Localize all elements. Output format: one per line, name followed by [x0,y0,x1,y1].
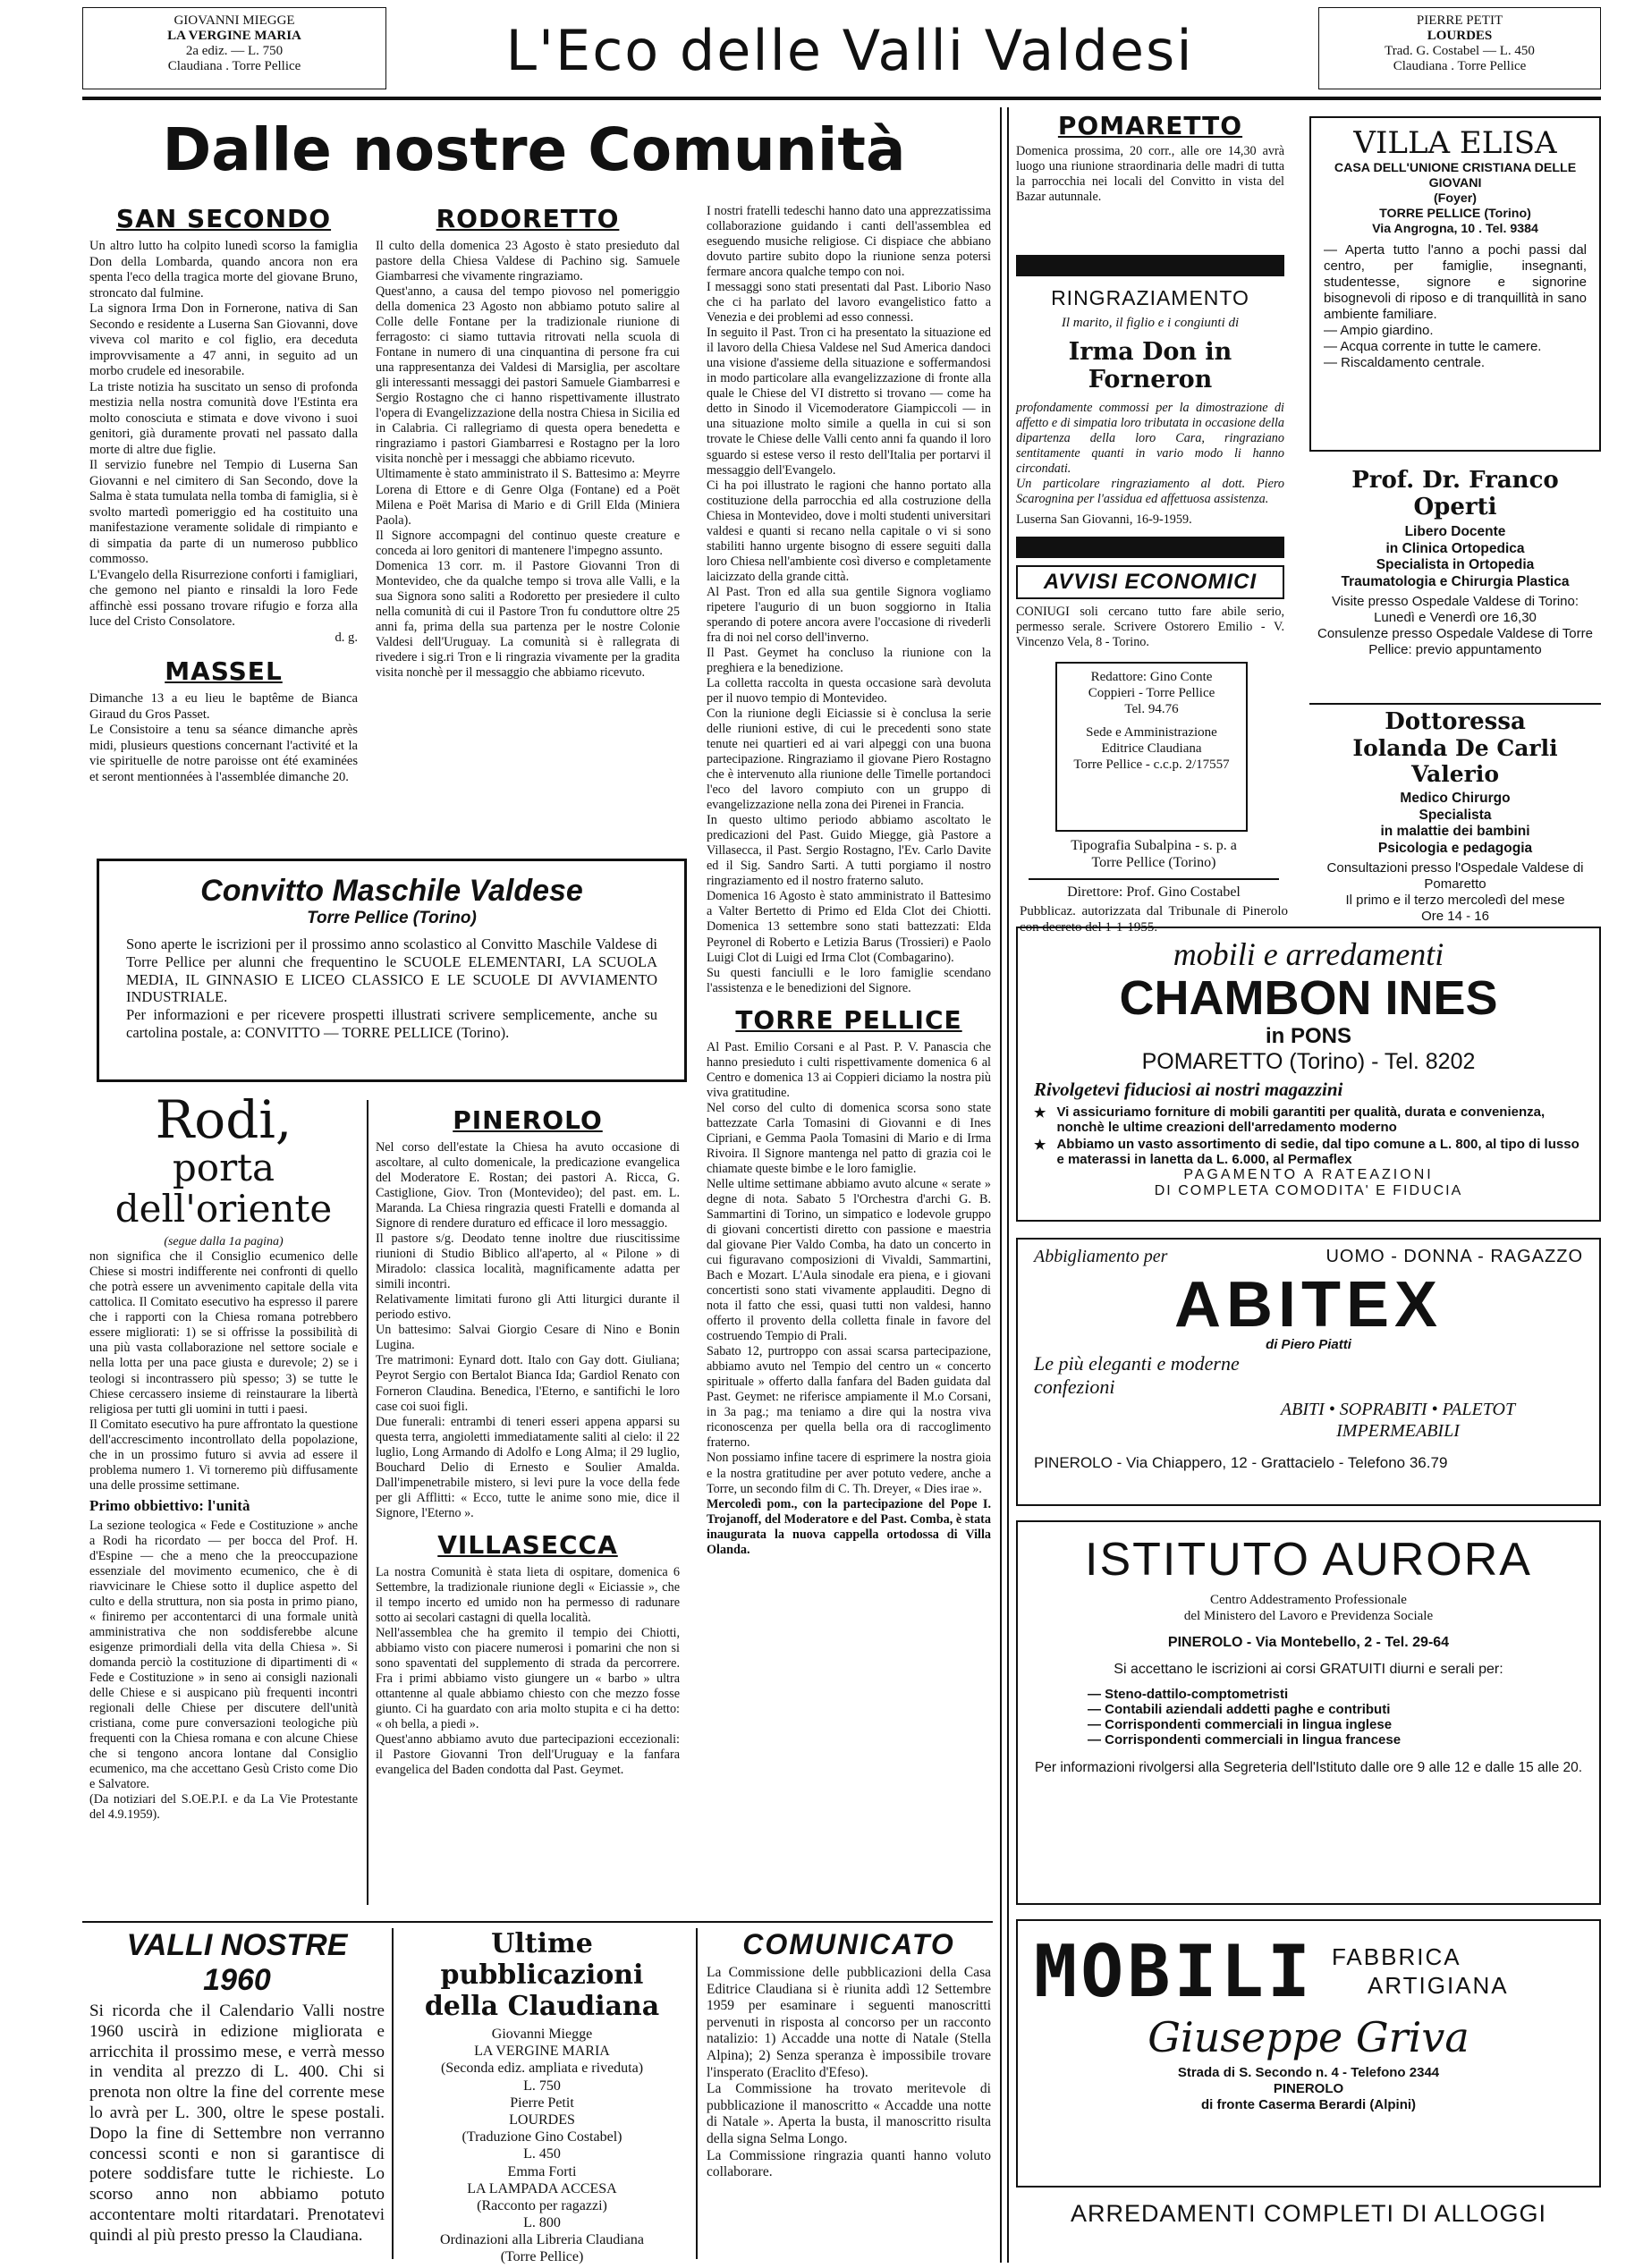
column-2-top [376,204,680,681]
massel-text: Dimanche 13 a eu lieu le baptême de Bianca Giraud du Gros Passet. Le Consistoire a tenu sa séance dimanche après midi, plusieurs questions concernant l'activité et la vie spirituelle de notre paroisse ont été examinées et seront mentionnées à l'assemblée dimanche 20. [89,691,358,784]
chambon-bullet-text: Vi assicuriamo forniture di mobili garantiti per qualità, durata e convenienza, nonchè le ultime creazioni dell'arredamento moderno [1056,1104,1546,1135]
mobili-side [1332,1943,1509,1999]
abitex-name: ABITEX [1173,1269,1444,1341]
ultime-list: Giovanni Miegge LA VERGINE MARIA (Seconda ediz. ampliata e riveduta) L. 750 Pierre Petit LOURDES (Traduzione Gino Costabel) L. 450 Emma Forti LA LAMPADA ACCESA (Racconto per ragazzi) L. 800 Ordinazioni alla Libreria Claudiana (Torre Pellice) [440,2027,644,2265]
convitto-title: Convitto Maschile Valdese [200,874,583,908]
colophon-sede: Sede e Amministrazione Editrice Claudiana Torre Pellice - c.c.p. 2/17557 [1073,725,1230,772]
aurora-course: — Steno-dattilo-comptometristi [1088,1687,1289,1702]
ultime-pubblicazioni [399,1928,685,2266]
aurora-course-text: Contabili aziendali addetti paghe e contributi [1105,1702,1391,1717]
carli-visits: Consultazioni presso l'Ospedale Valdese di Pomaretto Il primo e il terzo mercoledì del mese Ore 14 - 16 [1326,860,1584,925]
heading-torre-pellice: TORRE PELLICE [735,1004,962,1035]
operti-text: Libero Docente in Clinica Ortopedica Specialista in Ortopedia Traumatologia e Chirurgia Plastica [1341,524,1570,589]
chambon-pay-2: DI COMPLETA COMODITA' E FIDUCIA [1154,1182,1463,1198]
mobili-ad [1016,1919,1601,2188]
col3-text: I nostri fratelli tedeschi hanno dato una apprezzatissima collaborazione guidando i canti dell'assemblea ed eseguendo musiche religiose. Ci dispiace che abbiano dovuto partire subito dopo la riunione senza potersi fermare ancora qualche tempo con noi. I messaggi sono stati presentati dal Past. Liborio Naso che ci ha parlato del lavoro evangelistico fatto a Venezia e dei problemi ad esso connessi. In seguito il Past. Tron ci ha presentato la situazione ed il lavoro della Chiesa Valdese nel Sud America dandoci una visione d'assieme della situazione e soffermandosi in modo particolare alla evangelizzazione di fronte alla quale le Chiese del VI distretto si trovano — come ha detto in Sinodo il Vicemoderatore Giampiccoli — in una situazione molto simile a quella in cui si son trovate le Chiese delle Valli cento anni fa quando il loro sguardo si estese verso il resto dell'Italia per portarvi il messaggio dell'Evangelo. Ci ha poi illustrato le ragioni che hanno portato alla costituzione della parrocchia ed alla costruzione della Chiesa in Montevideo, dove i molti studenti universitari valdesi e quanti si recano nella capitale o vi si sono stabiliti hanno urgente bisogno di essere seguiti dalla loro Chiesa nell'ambiente così diverso e completamente laicizzato della grande città. Al Past. Tron ed alla sua gentile Signora vogliamo ripetere l'augurio di un buon soggiorno in Italia sperando di potere ancora avere l'occasione di rivederli fra di noi nel corso dell'inverno. Il Past. Geymet ha concluso la riunione con la preghiera e la benedizione. La colletta raccolta in questa occasione sarà devoluta per il nuovo tempio di Montevideo. Con la riunione degli Eiciassie si è conclusa la serie delle riunioni estive, di cui le precedenti sono state tenute nei quartieri ed ai vari alpeggi con una buona partecipazione. Ringraziamo il giovane Piero Rostagno che è intervenuto alla riunione delle Timelle portandoci l'eco del lavoro compiuto con un gruppo di evangelizzazione nella zona dei Pirenei in Francia. In questo ultimo periodo abbiamo ascoltato le predicazioni del Past. Guido Miegge, già Pastore a Villasecca, il Past. Sergio Rostagno, l'Ev. Carlo Davite ed il Sig. Sandro Sarti. A tutti porgiamo il nostro ringraziamento ed il nostro fraterno saluto. Domenica 16 Agosto è stato amministrato il Battesimo a Valter Bertetto di Primo ed Elda Clot dei Chiotti. Domenica 13 settembre sono stati battezzati: Elda Peyronel di Roberto e Letizia Barus (Trossieri) e Paolo Luigi Clot di Luigi ed Irma Clot (Combagarino). Su questi fanciulli e le loro famiglie scendano l'assistenza e le benedizioni del Signore. [707,204,991,995]
rodoretto-text: Il culto della domenica 23 Agosto è stato presieduto dal pastore della Chiesa Valdese di Pachino sig. Samuele Giambarresi che vivamente ringraziamo. Quest'anno, a causa del tempo piovoso nel pomeriggio della domenica 23 Agosto non abbiamo potuto salire al Colle delle Fontane per la tradizionale riunione di ferragosto: ci siamo tuttavia ritrovati nella scuola di Fontane in numero di una cinquantina di persone fra cui una rappresentanza dei Valdesi di Marsiglia, per ascoltare gli interessanti messaggi dei pastori Samuele Giambarresi e Sergio Rostagno che ci hanno rispettivamente illustrato l'opera di Evangelizzazione della nostra Chiesa in Sicilia ed in Calabria. Ci rallegriamo di questa opera benedetta e ringraziamo i pastori Giambarresi e Rostagno per la loro visita nonchè per i messaggi che abbiamo ricevuto. Ultimamente è stato amministrato il S. Battesimo a: Meyrre Lorena di Ettore e di Genre Olga (Fontane) ed a Poët Milena e Poët Marisa di Mario e di Grill Elda (Miniera Paola). Il Signore accompagni del continuo queste creature e conceda ai loro genitori di mantenere l'impegno assunto. Domenica 13 corr. m. il Pastore Giovanni Tron di Montevideo, che da qualche tempo si trova alle Valli, e la sua Signora sono saliti a Rodoretto per presiedere il culto nella comunità di cui il Pastore Tron fu conduttore oltre 25 anni fa, prima della sua partenza per le nostre Colonie Valdesi dell'Uruguay. La comunità si è rallegrata di rivedere i sig.ri Tron e li ringrazia vivamente per la gradita visita nonchè per il messaggio che abbiamo ricevuto. [376,239,680,680]
operti-visits: Visite presso Ospedale Valdese di Torino: Lunedì e Venerdì ore 16,30 Consulenze presso Ospedale Valdese di Torre Pellice: previo appuntamento [1317,594,1593,658]
villa-elisa-item: — Acqua corrente in tutte le camere. [1324,339,1542,355]
heading-pomaretto: POMARETTO [1057,111,1243,140]
villa-elisa-item-text: Acqua corrente in tutte le camere. [1340,339,1542,355]
abitex-line-label: Abbigliamento per [1034,1247,1168,1266]
colophon-tipografia: Tipografia Subalpina - s. p. a Torre Pellice (Torino) [1071,838,1237,871]
column-3 [707,204,991,1558]
avvisi-title: AVVISI ECONOMICI [1043,570,1258,594]
pinerolo-text: Nel corso dell'estate la Chiesa ha avuto occasione di ascoltare, al culto domenicale, la predicazione evangelica del Moderatore E. Rostan; dei pastori A. Ricca, G. Castiglione, Giov. Tron (Montevideo); del past. em. L. Maranda. La Chiesa ringrazia questi Fratelli e domanda al Signore di rendere duraturo ed efficace il loro messaggio. Il pastore s/g. Deodato tenne inoltre due riuscitissime riunioni di Studio Biblico all'aperto, al « Pilone » di Miradolo: classica località, magnificamente adatta per simili incontri. Relativamente limitati furono gli Atti liturgici durante il periodo estivo. Un battesimo: Salvai Giorgio Cesare di Nino e Bonin Lugina. Tre matrimoni: Eynard dott. Italo con Gay dott. Giuliana; Peyrot Sergio con Bertalot Bianca Ida; Gardiol Renato con Forneron Claudina. Benedica, l'Eterno, e santifichi le loro case coi suoi figli. Due funerali: entrambi di teneri esseri appena apparsi su questa terra, angioletti immediatamente saliti al cielo: il 22 luglio, Long Armando di Adolfo e Long Alma; il 29 luglio, Bouchard Delio di Ernesto e Soulier Amalda. Dall'impenetrabile mistero, si levi pure la voce della fede per gli Afflitti: « Ecco, tutte le anime sono mie, dice il Signore, l'Eterno ». [376,1140,680,1520]
heading-villasecca: VILLASECCA [437,1529,618,1560]
operti-name: Prof. Dr. Franco Operti [1351,467,1559,520]
convitto-box [97,859,687,1082]
pomaretto-text: Domenica prossima, 20 corr., alle ore 14,30 avrà luogo una riunione straordinaria delle madri di tutta la parrocchia nei locali del Convitto in vista del Bazar autunnale. [1016,144,1284,205]
mobili-header [1034,1930,1583,2013]
column-rule [367,1100,368,1905]
rodi-subheading: Primo obbiettivo: l'unità [89,1496,250,1514]
san-secondo-signature: d. g. [335,630,358,645]
aurora-address: PINEROLO - Via Montebello, 2 - Tel. 29-64 [1167,1635,1450,1650]
masthead-right-line: LOURDES [1427,29,1493,43]
masthead-left-box [82,7,386,89]
masthead-rule [82,97,1601,100]
column-rule [696,1928,698,2259]
ringraziamento-name: Irma Don in Forneron [1068,338,1232,394]
ringraziamento-title: RINGRAZIAMENTO [1051,286,1249,309]
chambon-pay: PAGAMENTO A RATEAZIONI [1183,1166,1434,1182]
colophon-rule [1029,878,1279,880]
star-icon: ★ [1034,1104,1046,1121]
ad-rule [1309,703,1601,705]
column-rule [392,1928,394,2259]
black-bar [1016,537,1284,558]
heading-rodoretto: RODORETTO [436,204,620,233]
chambon-tagline: mobili e arredamenti [1173,936,1444,972]
ultime-title: Ultime pubblicazioni [440,1928,644,1991]
rodi-title: Rodi, [155,1089,292,1150]
ringraziamento-date: Luserna San Giovanni, 16-9-1959. [1016,512,1192,528]
section-title: Dalle nostre Comunità [162,115,906,184]
aurora-course: — Contabili aziendali addetti paghe e contributi [1088,1702,1391,1717]
carli-ad [1309,708,1601,925]
rodi-title-2: porta dell'oriente [114,1145,333,1231]
masthead-right-box [1318,7,1601,89]
mobili-side-2: ARTIGIANA [1367,1971,1509,1999]
ringraziamento [1016,286,1284,528]
abitex-line-audience: UOMO - DONNA - RAGAZZO [1325,1247,1583,1266]
newspaper-title: L'Eco delle Valli Valdesi [505,18,1194,83]
masthead-left-line: LA VERGINE MARIA [167,29,301,43]
aurora-title: ISTITUTO AURORA [1085,1534,1532,1586]
avvisi-title-box [1016,565,1284,599]
carli-title: Dottoressa [1385,708,1526,735]
rodi-followup: (segue dalla 1a pagina) [164,1235,284,1249]
chambon-name: CHAMBON INES [1119,971,1498,1025]
torre-pellice-closing: Mercoledì pom., con la partecipazione del Pope I. Trojanoff, del Moderatore e del Past. Comba, è stata inaugurata la nuova cappella ortodossa di Villa Olanda. [707,1496,991,1557]
villasecca-text: La nostra Comunità è stata lieta di ospitare, domenica 6 Settembre, la tradizionale riunione degli « Eiciassie », che il tempo incerto ed umido non ha permesso di radunare sotto ai secolari castagni di quella località. Nell'assemblea che ha gremito il tempio dei Chiotti, abbiamo visto con piacere numerosi i pomarini che non si sono spaventati del supplemento di strada da percorrere. Fra i primi abbiamo visto giungere un « barbo » ultra ottantenne al quale abbiamo chiesto con che mezzo fosse giunto. Ci ha guardato con aria molto stupita e ci ha detto: « oh bella, a piedi ». Quest'anno abbiamo avuto due partecipazioni eccezionali: il Pastore Giovanni Tron dell'Uruguay e la fanfara evangelica del Baden condotta dal Past. Geymet. [376,1564,680,1778]
masthead-left-line: Claudiana . Torre Pellice [167,59,301,73]
star-icon: ★ [1034,1137,1046,1153]
mobili-address: Strada di S. Secondo n. 4 - Telefono 2344 PINEROLO di fronte Caserma Berardi (Alpini) [1177,2065,1440,2112]
masthead-left-line: GIOVANNI MIEGGE [174,13,295,28]
ringraziamento-intro: Il marito, il figlio e i congiunti di [1061,316,1240,330]
column-rule [1000,107,1002,2263]
abitex-items: ABITI • SOPRABITI • PALETOT IMPERMEABILI [1280,1400,1516,1441]
masthead-right-line: PIERRE PETIT [1416,13,1503,28]
villa-elisa-box [1309,116,1601,452]
chambon-address: POMARETTO (Torino) - Tel. 8202 [1141,1048,1476,1074]
column-rule [1007,107,1009,2263]
rodi-article [89,1089,358,1823]
carli-name: Iolanda De Carli Valerio [1352,735,1558,787]
colophon-box [1055,662,1248,832]
heading-pinerolo: PINEROLO [453,1105,603,1135]
black-bar [1016,255,1284,276]
rodi-source: (Da notiziari del S.OE.P.I. e da La Vie Protestante del 4.9.1959). [89,1792,358,1823]
convitto-subtitle: Torre Pellice (Torino) [307,909,477,927]
aurora-course-text: Corrispondenti commerciali in lingua inglese [1105,1717,1393,1732]
valli-nostre-title: VALLI NOSTRE [126,1928,348,1962]
chambon-in: in PONS [1265,1023,1351,1048]
operti-ad [1309,467,1601,658]
torre-pellice-text: Al Past. Emilio Corsani e al Past. P. V. Panascia che hanno presieduto i culti rispettivamente domenica 6 al Centro e domenica 13 ai Coppieri diciamo la nostra più viva gratitudine. Nel corso del culto di domenica scorsa sono state battezzate Carla Tomasini di Giovanni e di Ines Cipriani, e Gemma Paola Tomasini di Mario e di Irma Rivoira. Il Signore mantenga nel patto di grazia coi le chiamate queste bimbe e le loro famiglie. Nelle ultime settimane abbiamo avuto alcune « serate » degne di nota. Sabato 5 l'Orchestra d'archi G. B. Sammartini di Torino, un simpatico e lodevole gruppo di giovani concertisti diretto con passione e maestria dal giovane Pier Valdo Comba, ha dato un concerto in cui figuravano composizioni di Vivaldi, Sammartini, Bach e Mozart. L'Aula sinodale era piena, e i giovani concertisti sono stati vivamente applauditi. Degno di nota il fatto che essi, quasi tutti non valdesi, hanno offerto il provento della colletta finale in favore del costruendo Tempio di Prali. Sabato 12, purtroppo con assai scarsa partecipazione, abbiamo avuto nel Tempio del centro un « concerto spirituale » offerto dalla fanfara del Baden guidata dal Past. Geymet: ne riferisce ampiamente il M.o Corsani, in 3a pag.; ma teniamo a dire qui la nostra viva riconoscenza per quella bella ora di raccoglimento fraterno. Non possiamo infine tacere di esprimere la nostra gioia e la nostra gratitudine per aver potuto vedere, anche a Torre, un secondo film di C. Th. Dreyer, « Dies irae ». [707,1039,991,1496]
chambon-ad [1016,927,1601,1222]
san-secondo-text: Un altro lutto ha colpito lunedì scorso la famiglia Don della Lombarda, quando ancora non era spenta l'eco della tragica morte del giovane Bruno, stroncato dal fulmine. La signora Irma Don in Fornerone, nativa di San Secondo e residente a Luserna San Giovanni, dove viveva col marito e col figlio, era deceduta improvvisamente a 47 anni, in seguito ad un morbo crudele ed inesorabile. La triste notizia ha suscitato un senso di profonda mestizia nella nostra comunità dove l'Estinta era molto conosciuta e stimata e dove vivono i suoi genitori, già duramente provati nel passato dalla morte di altre due figlie. Il servizio funebre nel Tempio di Luserna San Giovanni e nel cimitero di San Secondo, dove la Salma è stata tumulata nella tomba di famiglia, si è svolto martedì pomeriggio ed ha costituito una manifestazione veramente solidale di rimpianto e di simpatia da parte di un numeroso pubblico commosso. L'Evangelo della Risurrezione conforti i famigliari, che gemono nel pianto e rinsaldi la loro Fede affinchè essi possano trovare rifugio e forza alla luce del Cristo Consolatore. [89,239,358,629]
valli-nostre [89,1928,385,2247]
mobili-footer: ARREDAMENTI COMPLETI DI ALLOGGI [1070,2200,1547,2227]
valli-nostre-year: 1960 [203,1963,271,1997]
villa-elisa-item-text: Aperta tutto l'anno a pochi passi dal centro, per famiglie, insegnanti, studentesse, signore e signorine bisognevoli di riposo e di tranquillità in sano ambiente familiare. [1324,242,1588,323]
bottom-rule [82,1921,993,1923]
comunicato-text: La Commissione delle pubblicazioni della Casa Editrice Claudiana si è riunita addì 12 Settembre 1959 per esaminare i seguenti manoscritti pervenuti in risposta al concorso per un racconto natalizio: 1) Accadde una notte di Natale (Stella Alpina); 2) Senza speranza è impossibile trovare l'insperato (Eraclito d'Efeso). La Commissione ha trovato meritevole di pubblicazione il manoscritto « Accadde una notte di Natale ». Aperta la busta, il manoscritto risulta della signa Selma Longo. La Commissione ringrazia quanti hanno voluto collaborare. [707,1965,991,2180]
masthead-left-line: 2a ediz. — L. 750 [185,44,284,58]
chambon-slogan: Rivolgetevi fiduciosi ai nostri magazzini [1034,1078,1343,1100]
aurora-course-text: Corrispondenti commerciali in lingua francese [1105,1732,1402,1748]
carli-text: Medico Chirurgo Specialista in malattie dei bambini Psicologia e pedagogia [1377,791,1533,856]
abitex-address: PINEROLO - Via Chiappero, 12 - Grattacielo - Telefono 36.79 [1034,1454,1448,1471]
aurora-info: Per informazioni rivolgersi alla Segreteria dell'Istituto dalle ore 9 alle 12 e dalle 15 alle 20. [1034,1760,1583,1775]
masthead-right-line: Claudiana . Torre Pellice [1393,59,1527,73]
aurora-course: — Corrispondenti commerciali in lingua francese [1088,1732,1402,1748]
column-4 [1016,111,1284,205]
abitex-slogan: Le più eleganti e moderne confezioni [1034,1352,1240,1398]
aurora-course-text: Steno-dattilo-comptometristi [1105,1687,1289,1702]
mobili-big: MOBILI [1034,1930,1314,2013]
valli-nostre-text: Si ricorda che il Calendario Valli nostre 1960 uscirà in edizione migliorata e arricchita il prossimo mese, e verrà messo in vendita al prezzo di L. 400. Chi si prenota non oltre la fine del corrente mese lo avrà per L. 300, oltre le spese postali. Dopo la fine di Settembre non verranno concessi sconti e non si garantisce di potere soddisfare tutte le richieste. Lo scorso anno non abbiamo potuto accontentare molti ritardatari. Prenotatevi quindi al più presto presso la Claudiana. [89,2001,385,2245]
chambon-bullet [1034,1137,1583,1167]
ringraziamento-text: profondamente commossi per la dimostrazione di affetto e di simpatia loro tributata in occasione della dipartenza della loro Cara, ringraziano sentitamente quanti in vario modo li hanno circondati. Un particolare ringraziamento al dott. Piero Scarognina per l'assidua ed affettuosa assistenza. [1016,401,1284,507]
villa-elisa-item: — Riscaldamento centrale. [1324,355,1486,371]
villa-elisa-sub: CASA DELL'UNIONE CRISTIANA DELLE GIOVANI (Foyer) TORRE PELLICE (Torino) Via Angrogna, 10 . Tel. 9384 [1334,161,1577,237]
column-1-top [89,204,358,785]
mobili-side-1: FABBRICA [1331,1943,1461,1971]
colophon-redattore: Redattore: Gino Conte Coppieri - Torre Pellice Tel. 94.76 [1088,670,1215,716]
abitex-ad [1016,1238,1601,1506]
column-2-bottom [376,1105,680,1778]
villa-elisa-item-text: Ampio giardino. [1340,323,1434,339]
abitex-line [1034,1247,1583,1267]
comunicato [707,1928,991,2181]
villa-elisa-item: — Aperta tutto l'anno a pochi passi dal centro, per famiglie, insegnanti, studentesse, signore e signorine bisognevoli di riposo e di tranquillità in sano ambiente familiare. [1324,242,1588,323]
comunicato-title: COMUNICATO [742,1928,955,1960]
chambon-bullet [1034,1104,1583,1135]
heading-massel: MASSEL [165,656,283,686]
rodi-text-2: La sezione teologica « Fede e Costituzione » anche a Rodi ha ricordato — per bocca del Prof. H. d'Espine — che a meno che la preoccupazione essenziale del movimento ecumenico, che è di riavvicinare le Chiese sotto il duplice aspetto del culto e della struttura, non sia posta in primo piano, « finiremo per accontentarci di una formale unità amministrativa che non soddisferebbe alcune esigenze primordiali della vita della Chiesa ». Si domanda perciò la costituzione di dipartimenti di « Fede e Costituzione » in seno ai consigli nazionali delle Chiese e si auspicano più frequenti incontri regionali delle Chiese per discutere dell'unità cristiana, come pure conversazioni teologiche più frequenti con la Chiesa romana e con alcune Chiese che si tengono ancora lontane dal Consiglio ecumenico, ma che accettano Gesù Cristo come Dio e Salvatore. [89,1518,358,1792]
heading-san-secondo: SAN SECONDO [115,204,332,233]
villa-elisa-title: VILLA ELISA [1353,125,1557,161]
ultime-title-2: della Claudiana [424,1991,660,2022]
aurora-intro: Si accettano le iscrizioni ai corsi GRATUITI diurni e serali per: [1114,1662,1503,1677]
abitex-by: di Piero Piatti [1266,1337,1351,1352]
villa-elisa-item: — Ampio giardino. [1324,323,1434,339]
aurora-ad [1016,1520,1601,1905]
villa-elisa-item-text: Riscaldamento centrale. [1341,355,1486,371]
avvisi-text: CONIUGI soli cercano tutto fare abile serio, permesso serale. Scrivere Ostorero Emilio - V. Vincenzo Vela, 8 - Torino. [1016,605,1284,650]
masthead-right-line: Trad. G. Costabel — L. 450 [1385,44,1535,58]
convitto-text: Sono aperte le iscrizioni per il prossimo anno scolastico al Convitto Maschile Valdese di Torre Pellice per alunni che frequentino le SCUOLE ELEMENTARI, LA SCUOLA MEDIA, IL GINNASIO E LICEO CLASSICO E LE SCUOLE DI AVVIAMENTO INDUSTRIALE. Per informazioni e per ricevere prospetti illustrati scrivere semplicemente, anche su cartolina postale, a: CONVITTO — TORRE PELLICE (Torino). [126,935,657,1041]
aurora-course: — Corrispondenti commerciali in lingua inglese [1088,1717,1393,1732]
chambon-bullet-text: Abbiamo un vasto assortimento di sedie, dal tipo comune a L. 800, al tipo di lusso e materassi in lanetta da L. 6.000, al Permaflex [1056,1136,1579,1167]
colophon-autorizzazione: Pubblicaz. autorizzata dal Tribunale di Pinerolo con decreto del 1-1-1955. [1020,904,1288,935]
aurora-sub: Centro Addestramento Professionale del Ministero del Lavoro e Previdenza Sociale [1183,1593,1434,1623]
rodi-text: non significa che il Consiglio ecumenico delle Chiese si mostri indifferente nei confronti di quello che potrà essere un avvenimento capitale della vita cattolica. Il Comitato esecutivo ha espresso il parere che i rapporti con la Chiesa romana potrebbero essere migliorati: 1) se si offrisse la possibilità di una più vasta collaborazione nel settore sociale e nella lotta per una pace giusta e durevole; 2) se i teologi si incontrassero più spesso; 3) se tutte le Chiese cercassero insieme di reinstaurare la libertà religiosa per tutti gli uomini in tutti i paesi. Il Comitato esecutivo ha pure affrontato la questione dell'accrescimento incontrollato della popolazione, che in un prossimo futuro si avvia ad essere il problema numero 1. Vi torneremo più diffusamente una delle prossime settimane. [89,1249,358,1493]
colophon-direttore: Direttore: Prof. Gino Costabel [1067,884,1241,900]
mobili-name: Giuseppe Griva [1148,2013,1469,2061]
